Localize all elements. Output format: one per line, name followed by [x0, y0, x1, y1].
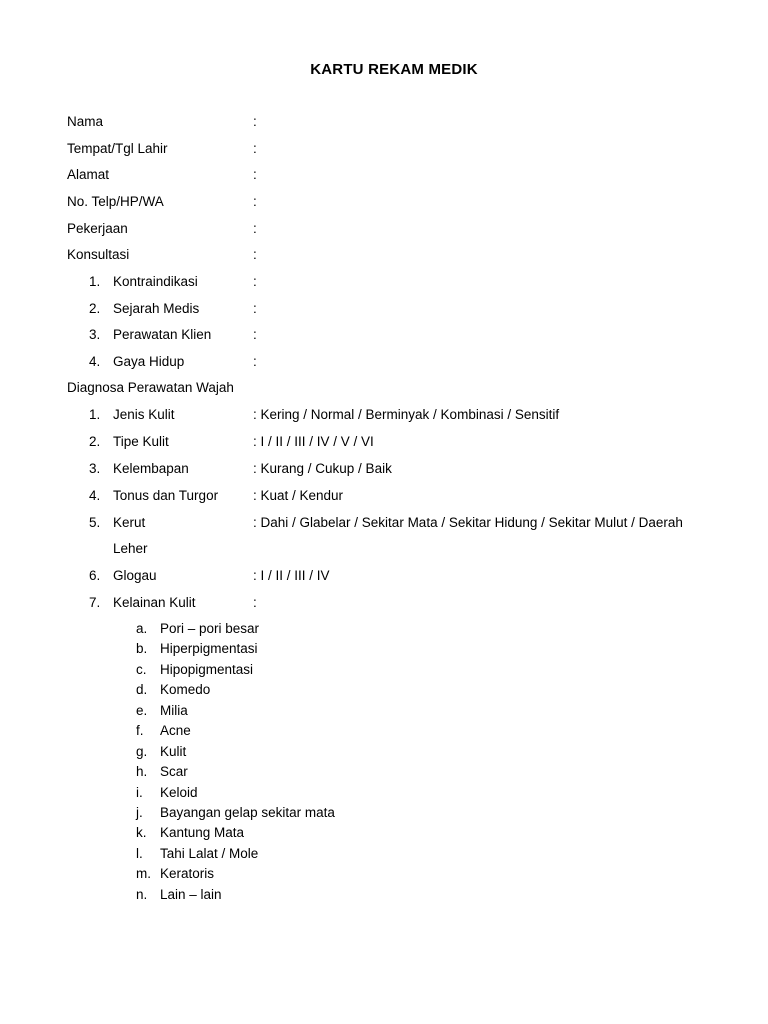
field-colon: :	[253, 221, 257, 236]
field-label: Alamat	[67, 167, 110, 182]
field-colon: :	[253, 114, 257, 129]
list-letter: m.	[136, 866, 151, 881]
item-label: Tonus dan Turgor	[113, 488, 219, 503]
list-label: Milia	[160, 703, 188, 718]
item-label: Kelainan Kulit	[113, 595, 196, 610]
field-colon: :	[253, 141, 257, 156]
item-label: Sejarah Medis	[113, 301, 200, 316]
list-label: Bayangan gelap sekitar mata	[160, 805, 335, 820]
list-letter: c.	[136, 662, 147, 677]
list-letter: n.	[136, 887, 148, 902]
item-label: Kelembapan	[113, 461, 189, 476]
list-letter: h.	[136, 764, 148, 779]
list-letter: l.	[136, 846, 143, 861]
item-label: Gaya Hidup	[113, 354, 185, 369]
item-number: 1.	[89, 274, 101, 289]
field-colon: :	[253, 247, 257, 262]
list-label: Lain – lain	[160, 887, 222, 902]
item-value: : Kering / Normal / Berminyak / Kombinasi / Sensitif	[253, 407, 560, 422]
list-label: Tahi Lalat / Mole	[160, 846, 259, 861]
item-number: 7.	[89, 595, 101, 610]
list-letter: b.	[136, 641, 148, 656]
field-label: Nama	[67, 114, 104, 129]
item-label: Glogau	[113, 568, 157, 583]
item-value: :	[253, 354, 257, 369]
list-letter: i.	[136, 785, 143, 800]
item-number: 4.	[89, 354, 101, 369]
field-colon: :	[253, 194, 257, 209]
item-value: : I / II / III / IV / V / VI	[253, 434, 374, 449]
item-value: : Kurang / Cukup / Baik	[253, 461, 392, 476]
list-label: Hiperpigmentasi	[160, 641, 258, 656]
list-label: Keratoris	[160, 866, 215, 881]
list-letter: f.	[136, 723, 144, 738]
list-letter: a.	[136, 621, 148, 636]
item-number: 4.	[89, 488, 101, 503]
list-letter: d.	[136, 682, 148, 697]
field-label: Konsultasi	[67, 247, 130, 262]
list-letter: g.	[136, 744, 148, 759]
item-value: :	[253, 595, 257, 610]
item-value: :	[253, 274, 257, 289]
item-value: : I / II / III / IV	[253, 568, 330, 583]
list-label: Acne	[160, 723, 191, 738]
list-letter: e.	[136, 703, 148, 718]
item-value: : Kuat / Kendur	[253, 488, 344, 503]
item-label: Perawatan Klien	[113, 327, 212, 342]
item-number: 2.	[89, 301, 101, 316]
section-heading: Diagnosa Perawatan Wajah	[67, 380, 234, 395]
item-number: 5.	[89, 515, 101, 530]
field-label: No. Telp/HP/WA	[67, 194, 164, 209]
list-label: Scar	[160, 764, 188, 779]
field-colon: :	[253, 167, 257, 182]
list-letter: k.	[136, 825, 147, 840]
list-label: Komedo	[160, 682, 211, 697]
item-label: Jenis Kulit	[113, 407, 175, 422]
page-title: KARTU REKAM MEDIK	[310, 61, 478, 78]
field-label: Tempat/Tgl Lahir	[67, 141, 168, 156]
item-number: 2.	[89, 434, 101, 449]
item-value: : Dahi / Glabelar / Sekitar Mata / Sekitar Hidung / Sekitar Mulut / Daerah	[253, 515, 683, 530]
item-value-continuation: Leher	[113, 541, 148, 556]
item-label: Kerut	[113, 515, 146, 530]
item-number: 6.	[89, 568, 101, 583]
item-label: Tipe Kulit	[113, 434, 169, 449]
item-number: 3.	[89, 327, 101, 342]
list-label: Hipopigmentasi	[160, 662, 254, 677]
list-label: Pori – pori besar	[160, 621, 260, 636]
field-label: Pekerjaan	[67, 221, 128, 236]
item-number: 3.	[89, 461, 101, 476]
item-value: :	[253, 327, 257, 342]
list-label: Kulit	[160, 744, 187, 759]
list-letter: j.	[136, 805, 143, 820]
item-label: Kontraindikasi	[113, 274, 198, 289]
list-label: Keloid	[160, 785, 198, 800]
list-label: Kantung Mata	[160, 825, 245, 840]
item-number: 1.	[89, 407, 101, 422]
item-value: :	[253, 301, 257, 316]
